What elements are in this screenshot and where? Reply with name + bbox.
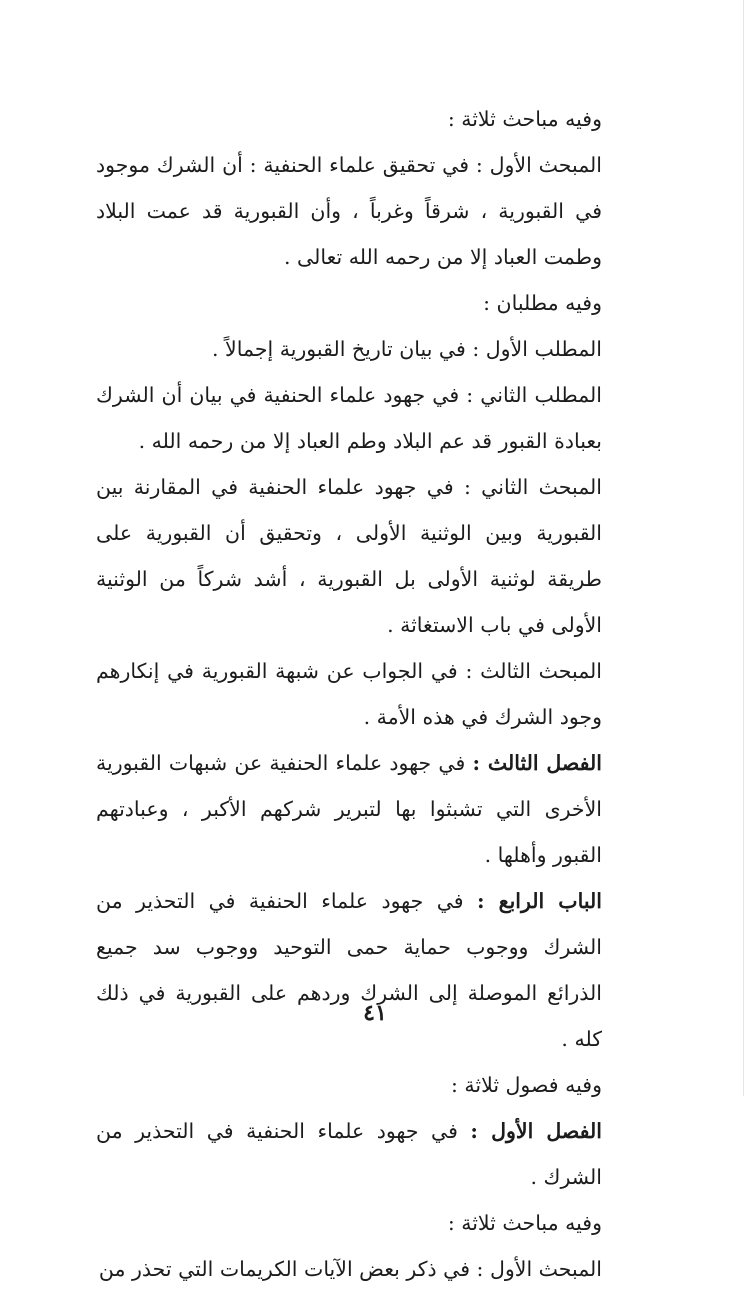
paragraph-8	[96, 740, 624, 878]
paragraph-5	[96, 372, 624, 464]
paragraph-2-text: في تحقيق علماء الحنفية : أن الشرك موجود في القبورية ، شرقاً وغرباً ، وأن القبورية قد عمت البلاد وطمت العباد إلا من رحمه الله تعالى .	[96, 153, 602, 269]
paragraph-1-text: وفيه مباحث ثلاثة :	[447, 107, 602, 131]
paragraph-13	[96, 1246, 624, 1292]
paragraph-12-text: وفيه مباحث ثلاثة :	[447, 1211, 602, 1235]
paragraph-6-text: في جهود علماء الحنفية في المقارنة بين القبورية وبين الوثنية الأولى ، وتحقيق أن القبورية على طريقة لوثنية الأولى بل القبورية ، أشد شركاً من الوثنية الأولى في باب الاستغاثة .	[96, 475, 602, 637]
paragraph-2-label: المبحث الأول :	[475, 153, 602, 177]
paragraph-11	[96, 1108, 624, 1200]
paragraph-11-text: في جهود علماء الحنفية في التحذير من الشرك .	[96, 1119, 602, 1189]
scan-edge	[743, 0, 744, 1096]
paragraph-8-label: الفصل الثالث :	[472, 751, 602, 775]
body-text	[96, 96, 624, 1292]
paragraph-11-label: الفصل الأول :	[470, 1119, 602, 1143]
paragraph-7-label: المبحث الثالث :	[465, 659, 602, 683]
paragraph-5-text: في جهود علماء الحنفية في بيان أن الشرك بعبادة القبور قد عم البلاد وطم العباد إلا من رحمه الله .	[96, 383, 602, 453]
paragraph-9-text: في جهود علماء الحنفية في التحذير من الشرك ووجوب حماية حمى التوحيد ووجوب سد جميع الذرائع الموصلة إلى الشرك وردهم على القبورية في ذلك كله .	[96, 889, 602, 1051]
paragraph-6-label: المبحث الثاني :	[463, 475, 602, 499]
paragraph-1	[96, 96, 624, 142]
paragraph-4-text: في بيان تاريخ القبورية إجمالاً .	[212, 337, 466, 361]
paragraph-9	[96, 878, 624, 1062]
paragraph-4-label: المطلب الأول :	[472, 337, 602, 361]
paragraph-2	[96, 142, 624, 280]
paragraph-3	[96, 280, 624, 326]
paragraph-4	[96, 326, 624, 372]
page-number: ٤١	[363, 1000, 387, 1026]
paragraph-8-text: في جهود علماء الحنفية عن شبهات القبورية الأخرى التي تشبثوا بها لتبرير شركهم الأكبر ، وعبادتهم القبور وأهلها .	[96, 751, 602, 867]
paragraph-6	[96, 464, 624, 648]
paragraph-7-text: في الجواب عن شبهة القبورية في إنكارهم وجود الشرك في هذه الأمة .	[96, 659, 602, 729]
paragraph-10	[96, 1062, 624, 1108]
paragraph-3-text: وفيه مطلبان :	[483, 291, 602, 315]
paragraph-9-label: الباب الرابع :	[477, 889, 602, 913]
paragraph-7	[96, 648, 624, 740]
paragraph-13-label: المبحث الأول :	[476, 1257, 602, 1281]
paragraph-5-label: المطلب الثاني :	[466, 383, 602, 407]
paragraph-13-text: في ذكر بعض الآيات الكريمات التي تحذر من	[98, 1257, 470, 1281]
paragraph-10-text: وفيه فصول ثلاثة :	[450, 1073, 602, 1097]
paragraph-12	[96, 1200, 624, 1246]
